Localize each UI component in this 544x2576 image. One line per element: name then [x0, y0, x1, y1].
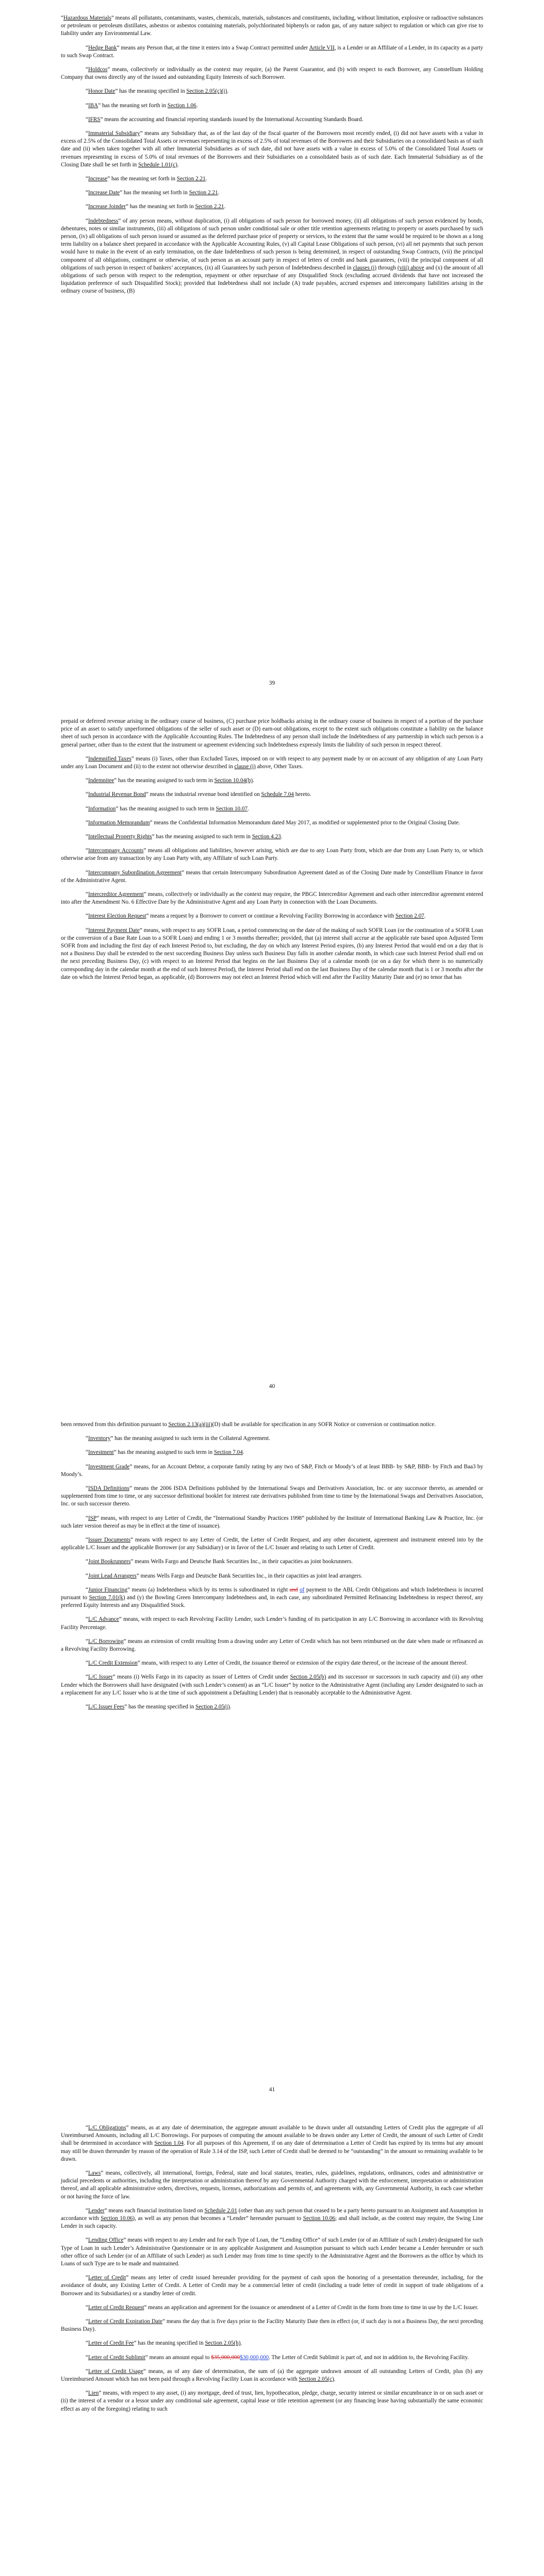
definition-paragraph: “L/C Advance” means, with respect to each Revolving Facility Lender, such Lender’s funding of its participation in any L/C Borrowing in accordance with its Revolving Facility Percentage. [61, 1616, 483, 1631]
definition-paragraph: “Hedge Bank” means any Person that, at the time it enters into a Swap Contract permitted under Article VII, is a Lender or an Affiliate of a Lender, in its capacity as a party to such Swap Contract. [61, 44, 483, 59]
page-number: 40 [269, 1383, 275, 1389]
definition-paragraph: “Laws” means, collectively, all international, foreign, Federal, state and local statutes, treaties, rules, guidelines, regulations, ordinances, codes and administrative or judicial precedents or authorities, including the interpretation or administration thereof by any Governmental Authority charged with the enforcement, interpretation or administration thereof, and all applicable administrative orders, directives, requests, licenses, authorizations and permits of, and agreements with, any Governmental Authority, in each case whether or not having the force of law. [61, 2170, 483, 2200]
definition-paragraph: “Letter of Credit Expiration Date” means the day that is five days prior to the Facility Maturity Date then in effect (or, if such day is not a Business Day, the next preceding Business Day). [61, 2318, 483, 2333]
definition-paragraph: “Increase Date” has the meaning set forth in Section 2.21. [86, 190, 220, 196]
definition-paragraph: “Letter of Credit” means any letter of credit issued hereunder providing for the payment of cash upon the honoring of a presentation thereunder, including, for the avoidance of doubt, any Existing Letter of Credit. A Letter of Credit may be a commercial letter of credit (including a trade letter of credit in support of trade obligations of a Borrower and its Subsidiaries) or a standby letter of credit. [61, 2275, 483, 2297]
definition-paragraph: “Junior Financing” means (a) Indebtedness which by its terms is subordinated in right and of payment to the ABL Credit Obligations and which Indebtedness is incurred pursuant to Section 7.01(k) and (y) the Bowling Green Intercompany Indebtedness and, in each case, any subordinated Permitted Refinancing Indebtedness in respect thereof, any preferred Equity Interests and any Disqualified Stock. [61, 1586, 484, 1609]
definition-paragraph: “IBA” has the meaning set forth in Section 1.06. [86, 102, 198, 109]
page-number: 39 [269, 680, 275, 686]
definition-paragraph: “Intellectual Property Rights” has the meaning assigned to such term in Section 4.23. [86, 834, 283, 840]
definition-paragraph: “Lien” means, with respect to any asset, (i) any mortgage, deed of trust, lien, hypothecation, pledge, charge, security interest or similar encumbrance in or on such asset or (ii) the interest of a vendor or a lessor under any conditional sale agreement, capital lease or title retention agreement (or any financing lease having substantially the same economic effect as any of the foregoing) relating to such [61, 2390, 483, 2412]
page-body [61, 14, 483, 296]
page-39 [0, 0, 544, 703]
definition-paragraph: “Indebtedness” of any person means, without duplication, (i) all obligations of such person for borrowed money, (ii) all obligations of such person evidenced by bonds, debentures, notes or similar instruments, (iii) all obligations of such person under conditional sale or other title retention agreements relating to property or assets purchased by such person, (iv) all obligations of such person issued or assumed as the deferred purchase price of property or services, to the extent that the same would be required to be shown as a long term liability on a balance sheet prepared in accordance with the Applicable Accounting Rules, (v) all Capital Lease Obligations of such person, (vi) all net payments that such person would have to make in the event of an early termination, on the date Indebtedness of such person is being determined, in respect of outstanding Swap Contracts, (vii) the principal component of all obligations, contingent or otherwise, of such person as an account party in respect of letters of credit and bank guarantees, (viii) the principal component of all obligations of such person in respect of bankers’ acceptances, (ix) all Guarantees by such person of Indebtedness described in clauses (i) through (viii) above and (x) the amount of all obligations of such person with respect to the redemption, repayment or other repurchase of any Disqualified Stock (excluding accrued dividends that have not increased the liquidation preference of such Disqualified Stock); provided that Indebtedness shall not include (A) trade payables, accrued expenses and intercompany liabilities arising in the ordinary course of business, (B) [61, 217, 483, 295]
definition-paragraph: “Information” has the meaning assigned to such term in Section 10.07. [86, 805, 249, 812]
definition-paragraph: “Issuer Documents” means with respect to any Letter of Credit, the Letter of Credit Request, and any other document, agreement and instrument entered into by the applicable L/C Issuer and the applicable Borrower (or any Subsidiary) or in favor of the L/C Issuer and relating to such Letter of Credit. [61, 1537, 483, 1551]
definition-paragraph: “Intercreditor Agreement” means, collectively or individually as the context may require, the PBGC Intercreditor Agreement and each other intercreditor agreement entered into after the Amendment No. 6 Effective Date by the Administrative Agent and any Loan Party in connection with the Loan Documents. [61, 891, 483, 906]
definition-paragraph: “Lender” means each financial institution listed on Schedule 2.01 (other than any such person that ceased to be a party hereto pursuant to an Assignment and Assumption in accordance with Section 10.06), as well as any person that becomes a “Lender” hereunder pursuant to Section 10.06; and shall include, as the context may require, the Swing Line Lender in such capacity. [61, 2207, 483, 2230]
definition-paragraph: “Letter of Credit Sublimit” means an amount equal to $35,000,000$30,000,000. The Letter of Credit Sublimit is part of, and not in addition to, the Revolving Facility. [86, 2354, 469, 2361]
definition-paragraph: “Intercompany Subordination Agreement” means that certain Intercompany Subordination Agreement dated as of the Closing Date made by Constellium Finance in favor of the Administrative Agent. [61, 869, 483, 884]
definition-paragraph: prepaid or deferred revenue arising in the ordinary course of business, (C) purchase price holdbacks arising in the ordinary course of business in respect of a portion of the purchase price of an asset to satisfy unperformed obligations of the seller of such asset or (D) earn-out obligations, except to the extent such obligations constitute a liability on the balance sheet of such person in accordance with the Applicable Accounting Rules. The Indebtedness of any person shall include the Indebtedness of any partnership in which such person is a general partner, other than to the extent that the instrument or agreement evidencing such Indebtedness expressly limits the liability of such person in respect thereof. [61, 718, 483, 748]
definition-paragraph: “ISP” means, with respect to any Letter of Credit, the “International Standby Practices 1998” published by the Institute of International Banking Law & Practice, Inc. (or such later version thereof as may be in effect at the time of issuance). [61, 1515, 483, 1529]
definition-paragraph: “Honor Date” has the meaning specified in Section 2.05(c)(i). [86, 88, 229, 95]
definition-paragraph: “L/C Issuer” means (i) Wells Fargo in its capacity as issuer of Letters of Credit under Section 2.05(b) and its successor or successors in such capacity and (ii) any other Lender which the Borrowers shall have designated (with such Lender’s consent) as an “L/C Issuer” by notice to the Administrative Agent (including any Lender designated to such as a replacement for any L/C Issuer who is at the time of such appointment a Defaulting Lender) that is reasonably acceptable to the Administrative Agent. [61, 1674, 484, 1696]
definition-paragraph: “Indemnitee” has the meaning assigned to such term in Section 10.04(b). [86, 777, 254, 784]
page-41 [0, 1406, 544, 2110]
page-number: 41 [269, 2087, 275, 2093]
definition-paragraph: “Information Memorandum” means the Confidential Information Memorandum dated May 2017, as modified or supplemented prior to the Original Closing Date. [86, 819, 460, 826]
definition-paragraph: “Indemnified Taxes” means (i) Taxes, other than Excluded Taxes, imposed on or with respect to any payment made by or on account of any obligation of any Loan Party under any Loan Document and (ii) to the extent not otherwise described in clause (i) above, Other Taxes. [61, 755, 484, 770]
definition-paragraph: “Holdcos” means, collectively or individually as the context may require, (a) the Parent Guarantor, and (b) with respect to each Borrower, any Constellium Holding Company that owns directly any of the issued and outstanding Equity Interests of such Borrower. [61, 66, 483, 81]
definition-paragraph: “Letter of Credit Request” means an application and agreement for the issuance or amendment of a Letter of Credit in the form from time to time in use by the L/C Issuer. [86, 2304, 479, 2311]
definition-paragraph: “Investment Grade” means, for an Account Debtor, a corporate family rating by any two of S&P, Fitch or Moody’s of at least BBB- by S&P, BBB- by Fitch and Baa3 by Moody’s. [61, 1463, 483, 1478]
definition-paragraph: “Immaterial Subsidiary” means any Subsidiary that, as of the last day of the fiscal quarter of the Borrowers most recently ended, (i) did not have assets with a value in excess of 2.5% of the Consolidated Total Assets or revenues representing in excess of 2.5% of total revenues of the Borrowers and their Subsidiaries on a consolidated basis as of such date and (ii) when taken together with all other Immaterial Subsidiaries as of such date, did not have assets with a value in excess of 5.0% of the Consolidated Total Assets or revenues representing in excess of 5.0% of total revenues of the Borrowers and their Subsidiaries on a consolidated basis as of such date. Each Immaterial Subsidiary as of the Closing Date shall be set forth in Schedule 1.01(c). [61, 130, 483, 168]
definition-paragraph: “Joint Bookrunners” means Wells Fargo and Deutsche Bank Securities Inc., in their capacities as joint bookrunners. [86, 1558, 353, 1565]
page-body [61, 2124, 483, 2413]
definition-paragraph: “Increase” has the meaning set forth in Section 2.21. [86, 176, 207, 182]
page-42 [0, 2110, 544, 2576]
definition-paragraph: “Intercompany Accounts” means all obligations and liabilities, however arising, which are due to any Loan Party from, which are due from any Loan Party to, or which otherwise arise from any transaction by any Loan Party with, any Affiliate of such Loan Party. [61, 848, 483, 862]
page-body [61, 1421, 483, 1711]
definition-paragraph: “ISDA Definitions” means the 2006 ISDA Definitions published by the International Swaps and Derivatives Association, Inc. or any successor thereto, as amended or supplemented from time to time, or any successor definitional booklet for interest rate derivatives published from time to time by the International Swaps and Derivatives Association, Inc. or such successor thereto. [61, 1485, 483, 1507]
definition-paragraph: “IFRS” means the accounting and financial reporting standards issued by the International Accounting Standards Board. [86, 116, 364, 123]
definition-paragraph: “Hazardous Materials” means all pollutants, contaminants, wastes, chemicals, materials, substances and constituents, including, without limitation, explosive or radioactive substances or petroleum or petroleum distillates, asbestos or asbestos containing materials, polychlorinated biphenyls or radon gas, of any nature subject to regulation or which can give rise to liability under any Environmental Law. [61, 15, 483, 37]
definition-paragraph: “L/C Issuer Fees” has the meaning specified in Section 2.05(i). [86, 1704, 232, 1710]
definition-paragraph: “Letter of Credit Usage” means, as of any date of determination, the sum of (a) the aggregate undrawn amount of all outstanding Letters of Credit, plus (b) any Unreimbursed Amount which has not been paid through a Revolving Facility Loan in accordance with Section 2.05(c). [61, 2368, 483, 2383]
page-body [61, 718, 483, 981]
definition-paragraph: “Industrial Revenue Bond” means the industrial revenue bond identified on Schedule 7.04 hereto. [86, 791, 311, 798]
definition-paragraph: “L/C Credit Extension” means, with respect to any Letter of Credit, the issuance thereof or extension of the expiry date thereof, or the increase of the amount thereof. [86, 1660, 468, 1667]
definition-paragraph: “Interest Payment Date” means, with respect to any SOFR Loan, a period commencing on the date of the making of such SOFR Loan (or the continuation of a SOFR Loan or the conversion of a Base Rate Loan to a SOFR Loan) and ending 1 or 3 months thereafter; provided, that (a) interest shall accrue at the applicable rate based upon Adjusted Term SOFR from and including the first day of each Interest Period to, but excluding, the day on which any Interest Period expires, (b) any Interest Period that would end on a day that is not a Business Day shall be extended to the next succeeding Business Day unless such Business Day falls in another calendar month, in which case such Interest Period shall end on the next preceding Business Day, (c) with respect to an Interest Period that begins on the last Business Day of a calendar month (or on a day for which there is no numerically corresponding day in the calendar month at the end of such Interest Period), the Interest Period shall end on the last Business Day of the calendar month that is 1 or 3 months after the date on which the Interest Period began, as applicable, (d) Borrowers may not elect an Interest Period which will end after the Facility Maturity Date and (e) no tenor that has [61, 927, 483, 980]
page-40 [0, 703, 544, 1406]
definition-paragraph: “Investment” has the meaning assigned to such term in Section 7.04. [86, 1449, 244, 1456]
definition-paragraph: “Interest Election Request” means a request by a Borrower to convert or continue a Revolving Facility Borrowing in accordance with Section 2.07. [86, 913, 426, 920]
definition-paragraph: been removed from this definition pursuant to Section 2.13(a)(iii)(D) shall be available for specification in any SOFR Notice or conversion or continuation notice. [61, 1421, 436, 1428]
definition-paragraph: “L/C Obligations” means, as at any date of determination, the aggregate amount available to be drawn under all outstanding Letters of Credit plus the aggregate of all Unreimbursed Amounts, including all L/C Borrowings. For purposes of computing the amount available to be drawn under any Letter of Credit, the amount of such Letter of Credit shall be determined in accordance with Section 1.04. For all purposes of this Agreement, if on any date of determination a Letter of Credit has expired by its terms but any amount may still be drawn thereunder by reason of the operation of Rule 3.14 of the ISP, such Letter of Credit shall be deemed to be “outstanding” in the amount so remaining available to be drawn. [61, 2125, 483, 2162]
definition-paragraph: “Increase Joinder” has the meaning set forth in Section 2.21. [86, 204, 226, 210]
definition-paragraph: “L/C Borrowing” means an extension of credit resulting from a drawing under any Letter of Credit which has not been reimbursed on the date when made or refinanced as a Revolving Facility Borrowing. [61, 1638, 483, 1653]
definition-paragraph: “Letter of Credit Fee” has the meaning specified in Section 2.05(h). [86, 2340, 242, 2347]
definition-paragraph: “Lending Office” means with respect to any Lender and for each Type of Loan, the “Lending Office” of such Lender (or of an Affiliate of such Lender) designated for such Type of Loan in such Lender’s Administrative Questionnaire or in any applicable Assignment and Assumption pursuant to which such Lender became a Lender hereunder or such other office of such Lender (or of an Affiliate of such Lender) as such Lender may from time to time specify to the Administrative Agent and the Borrowers as the office by which its Loans of such Type are to be made and maintained. [61, 2237, 483, 2267]
definition-paragraph: “Inventory” has the meaning assigned to such term in the Collateral Agreement. [86, 1435, 270, 1442]
definition-paragraph: “Joint Lead Arrangers” means Wells Fargo and Deutsche Bank Securities Inc., in their capacities as joint lead arrangers. [86, 1572, 362, 1579]
